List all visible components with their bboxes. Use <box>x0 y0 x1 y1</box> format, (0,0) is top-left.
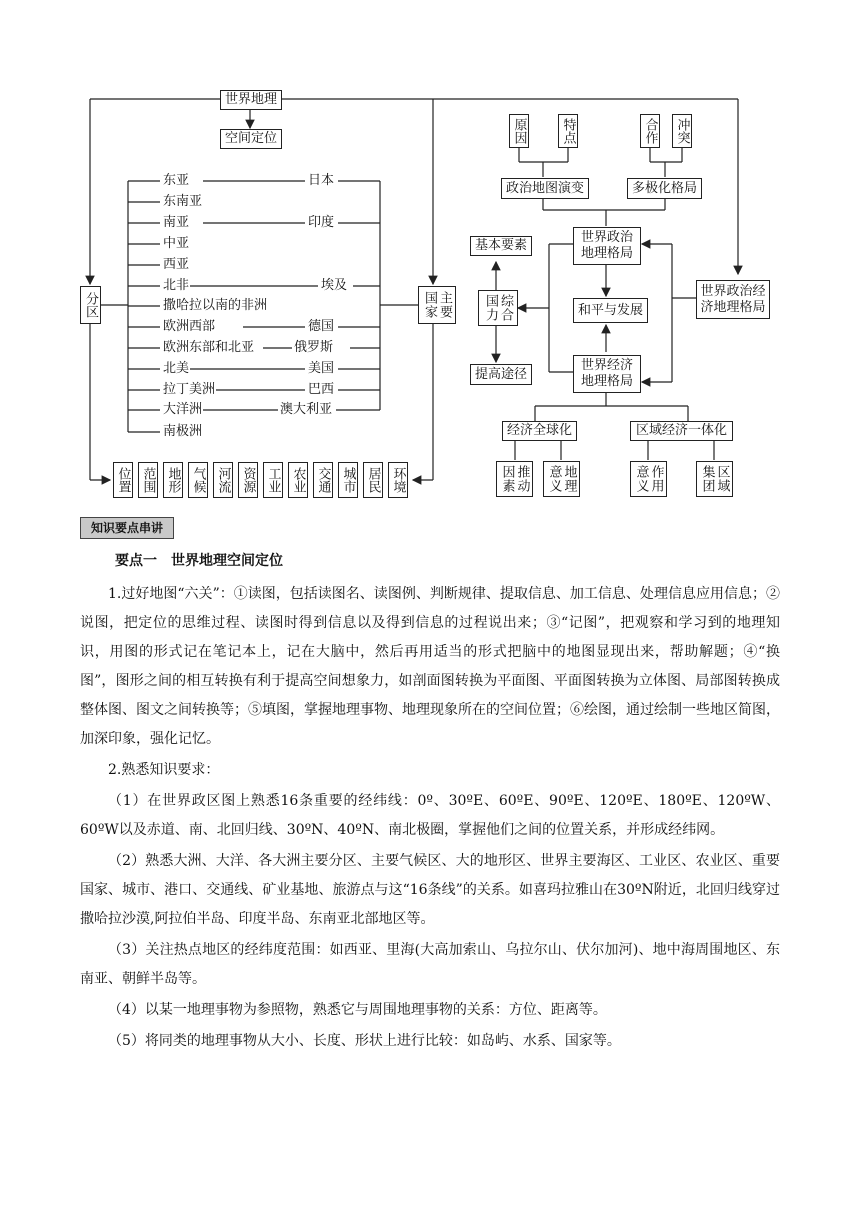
regional-box: 区域经济一体化 <box>630 421 733 441</box>
item-3: （3）关注热点地区的经纬度范围：如西亚、里海(大高加索山、乌拉尔山、伏尔加河)、地中海周围地区、东南亚、朝鲜半岛等。 <box>80 942 780 987</box>
partition-box: 分区 <box>80 286 101 324</box>
item-2: （2）熟悉大洲、大洋、各大洲主要分区、主要气候区、大的地形区、世界主要海区、工业区、农业区、重要国家、城市、港口、交通线、矿业基地、旅游点与这“16条线”的关系。如喜玛拉雅山在30ºN附近，北回归线穿过撒哈拉沙漠,阿拉伯半岛、印度半岛、东南亚北部地区等。 <box>80 853 780 927</box>
element-box: 资源 <box>238 462 258 498</box>
region-north-africa: 北非 <box>163 278 190 293</box>
country-australia: 澳大利亚 <box>280 402 333 417</box>
effect-box: 作用意义 <box>630 461 667 497</box>
evolution-box: 政治地图演变 <box>501 178 589 199</box>
para-requirements: 2.熟悉知识要求： <box>108 762 220 778</box>
knowledge-diagram <box>0 0 860 512</box>
element-box: 气候 <box>188 462 208 498</box>
para-six-passes: 1.过好地图“六关”：①读图，包括读图名、读图例、判断规律、提取信息、加工信息、处理信息应用信息；②说图，把定位的思维过程、读图时得到信息以及得到信息的过程说出来；③“记图”，把观察和学习到的地理知识，用图的形式记在笔记本上，记在大脑中，然后再用适当的形式把脑中的地图显现出来，帮助解题；④“换图”，图形之间的相互转换有利于提高空间想象力，如剖面图转换为平面图、平面图转换为立体图、局部图转换成整体图、图文之间转换等；⑤填图，掌握地理事物、地理现象所在的空间位置；⑥绘图，通过绘制一些地区简图，加深印象，强化记忆。 <box>80 586 780 747</box>
country-india: 印度 <box>308 215 335 230</box>
country-japan: 日本 <box>308 173 335 188</box>
reason-box: 原因 <box>509 114 529 148</box>
country-russia: 俄罗斯 <box>294 340 334 355</box>
country-brazil: 巴西 <box>308 382 335 397</box>
point1-title: 要点一 世界地理空间定位 <box>115 553 283 569</box>
element-box: 居民 <box>363 462 383 498</box>
item-4: （4）以某一地理事物为参照物，熟悉它与周围地理事物的关系：方位、距离等。 <box>108 1002 607 1018</box>
blocs-box: 区域集团 <box>696 461 733 497</box>
region-oceania: 大洋洲 <box>163 402 203 417</box>
improve-box: 提高途径 <box>470 364 532 385</box>
region-south-asia: 南亚 <box>163 215 190 230</box>
region-latin-america: 拉丁美洲 <box>163 382 216 397</box>
element-box: 地形 <box>163 462 183 498</box>
basic-elements-box: 基本要素 <box>470 236 532 256</box>
element-box: 工业 <box>263 462 283 498</box>
political-pattern-box: 世界政治地理格局 <box>573 227 641 265</box>
element-box: 范围 <box>138 462 158 498</box>
country-germany: 德国 <box>308 319 335 334</box>
element-box: 交通 <box>313 462 333 498</box>
conflict-box: 冲突 <box>672 114 692 148</box>
section-banner: 知识要点串讲 <box>80 517 174 539</box>
element-box: 环境 <box>388 462 408 498</box>
national-power-box: 综合国力 <box>478 290 518 326</box>
body-text <box>80 580 780 1056</box>
coop-box: 合作 <box>640 114 660 148</box>
economic-pattern-box: 世界经济地理格局 <box>573 355 641 393</box>
region-southeast-asia: 东南亚 <box>163 194 203 209</box>
region-eastern-europe: 欧洲东部和北亚 <box>163 340 255 355</box>
main-countries-box: 主要国家 <box>418 286 456 324</box>
item-1: （1）在世界政区图上熟悉16条重要的经纬线：0º、30ºE、60ºE、90ºE、120ºE、180ºE、120ºW、60ºW以及赤道、南、北回归线、30ºN、40ºN、南北极圈，掌握他们之间的位置关系，并形成经纬网。 <box>80 793 780 838</box>
country-egypt: 埃及 <box>321 278 348 293</box>
region-western-europe: 欧洲西部 <box>163 319 216 334</box>
region-antarctica: 南极洲 <box>163 424 203 439</box>
multipolar-box: 多极化格局 <box>627 178 702 199</box>
pol-econ-box: 世界政治经济地理格局 <box>696 280 770 319</box>
element-box: 河流 <box>213 462 233 498</box>
region-west-asia: 西亚 <box>163 257 190 272</box>
country-usa: 美国 <box>308 361 335 376</box>
globalization-box: 经济全球化 <box>502 421 577 441</box>
factors-box: 推动因素 <box>496 461 533 497</box>
item-5: （5）将同类的地理事物从大小、长度、形状上进行比较：如岛屿、水系、国家等。 <box>108 1033 621 1049</box>
region-east-asia: 东亚 <box>163 173 190 188</box>
region-central-asia: 中亚 <box>163 236 190 251</box>
element-box: 农业 <box>288 462 308 498</box>
element-box: 位置 <box>113 462 133 498</box>
feature-box: 特点 <box>558 114 578 148</box>
geo-meaning-box: 地理意义 <box>543 461 580 497</box>
root-box: 世界地理 <box>220 90 282 110</box>
element-box: 城市 <box>338 462 358 498</box>
peace-box: 和平与发展 <box>573 298 648 323</box>
spatial-box: 空间定位 <box>220 129 282 149</box>
region-north-america: 北美 <box>163 361 190 376</box>
region-subsaharan: 撒哈拉以南的非洲 <box>163 298 268 313</box>
